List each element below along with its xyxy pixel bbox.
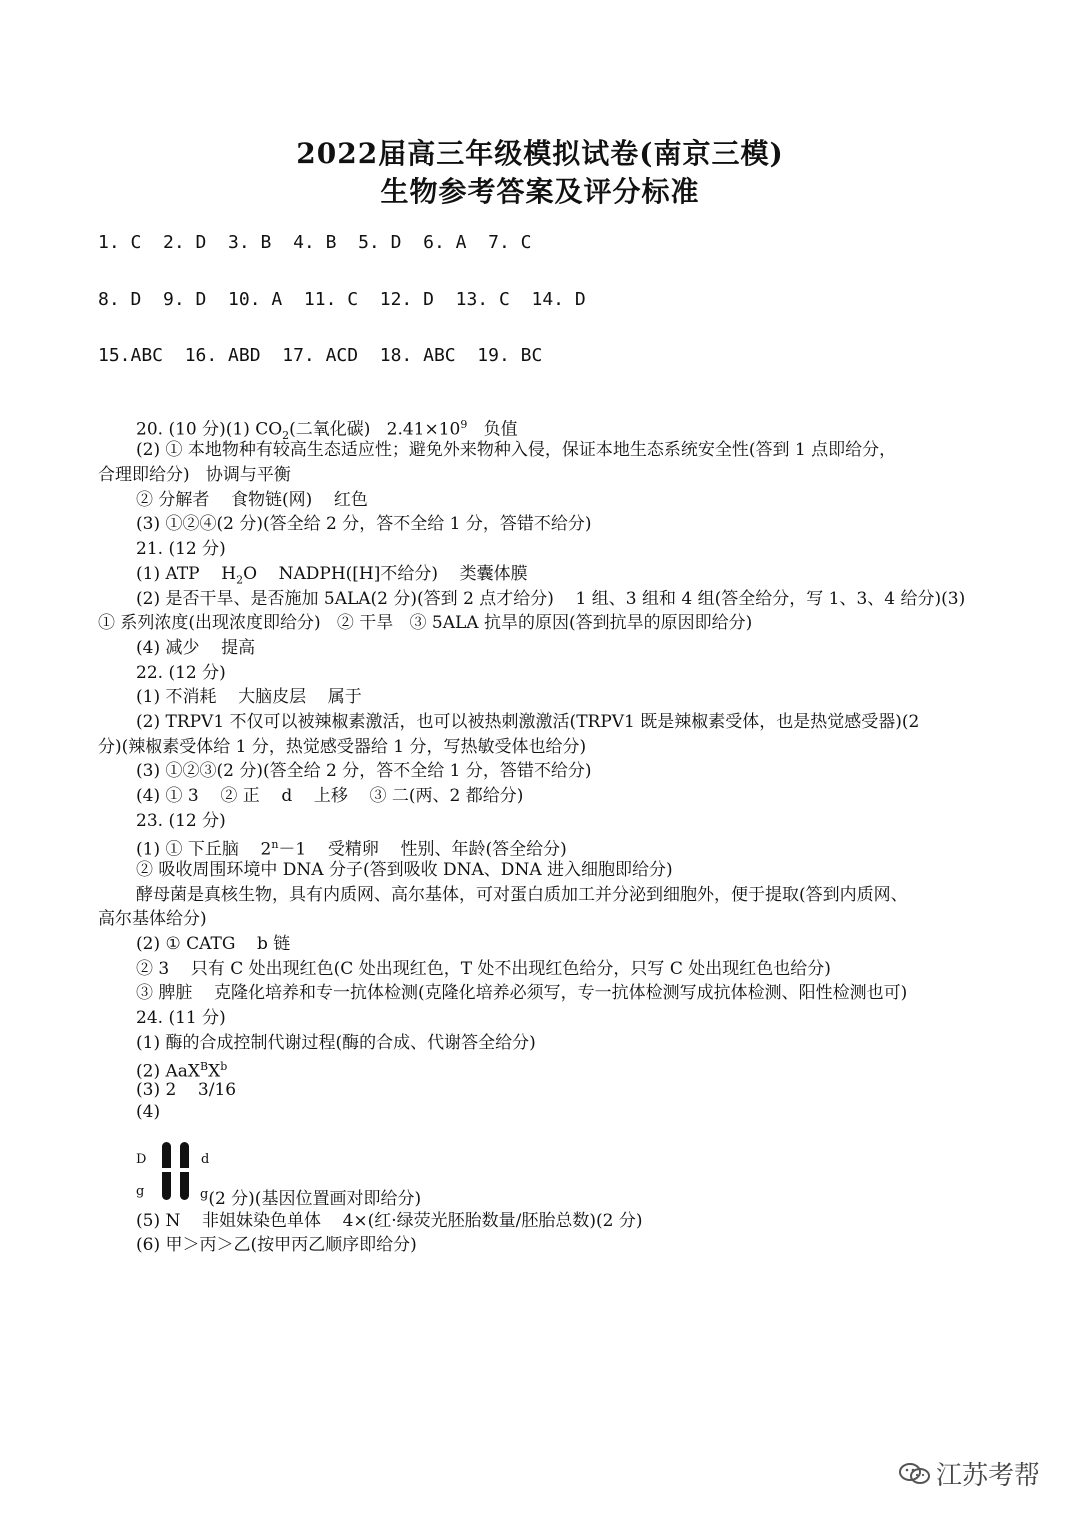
q24-line-4: (4) [136, 1102, 161, 1122]
q23-line-4: 高尔基体给分) [98, 909, 207, 929]
gene-label-d: d [201, 1152, 210, 1167]
watermark-text: 江苏考帮 [936, 1461, 1041, 1491]
watermark [898, 1455, 1040, 1492]
q22-line-4: (3) ①②③(2 分)(答全给 2 分，答不全给 1 分，答错不给分) [136, 761, 592, 781]
q20-line-2: (2) ① 本地物种有较高生态适应性；避免外来物种入侵，保证本地生态系统安全性(答到 1 点即给分， [136, 440, 897, 460]
q23-line-3: 酵母菌是真核生物，具有内质网、高尔基体，可对蛋白质加工并分泌到细胞外，便于提取(答到内质网、 [136, 885, 908, 905]
chromosome-left [162, 1142, 171, 1200]
gene-label-D: D [136, 1152, 147, 1167]
homologous-chromosomes-diagram [158, 1142, 194, 1202]
q24-line-6: (6) 甲＞丙＞乙(按甲丙乙顺序即给分) [136, 1235, 417, 1255]
mc-answers-row-1: 1. C 2. D 3. B 4. B 5. D 6. A 7. C [98, 232, 532, 253]
gene-label-g-left: g [136, 1184, 145, 1199]
q21-line-2: (2) 是否干旱、是否施加 5ALA(2 分)(答到 2 点才给分) 1 组、3 组和 4 组(答全给分，写 1、3、4 给分)(3) [136, 589, 966, 609]
q20-line-4: ② 分解者 食物链(网) 红色 [136, 490, 368, 510]
q24-line-5: (5) N 非姐妹染色单体 4×(红·绿荧光胚胎数量/胚胎总数)(2 分) [136, 1211, 643, 1231]
q23-line-6: ② 3 只有 C 处出现红色(C 处出现红色，T 处不出现红色给分，只写 C 处出现红色也给分) [136, 959, 831, 979]
page-subtitle: 生物参考答案及评分标准 [380, 175, 700, 208]
page-title: 2022届高三年级模拟试卷(南京三模) [296, 137, 784, 170]
q23-line-1: (1) ① 下丘脑 $2^n-1$ 受精卵 性别、年龄(答全给分) [136, 838, 567, 860]
q21-line-1: (1) ATP $H_2O$ NADPH([H]不给分) 类囊体膜 [136, 564, 528, 587]
q24-heading: 24. (11 分) [136, 1008, 226, 1028]
chromosome-right [180, 1142, 189, 1200]
q23-heading: 23. (12 分) [136, 811, 226, 831]
q21-heading: 21. (12 分) [136, 539, 226, 559]
q24-line-2: (2) $AaX^BX^b$ [136, 1060, 228, 1082]
q22-line-2: (2) TRPV1 不仅可以被辣椒素激活，也可以被热刺激激活(TRPV1 既是辣椒素受体，也是热觉感受器)(2 [136, 712, 920, 732]
q23-line-5: (2) ① CATG b 链 [136, 934, 291, 954]
q22-line-3: 分)(辣椒素受体给 1 分，热觉感受器给 1 分，写热敏受体也给分) [98, 737, 587, 757]
q20-line-1: 20. (10 分)(1) $CO_2$(二氧化碳) $2.41\times 10^9$ 负值 [136, 418, 518, 443]
q21-line-4: (4) 减少 提高 [136, 638, 256, 658]
q24-line-4-note: $^g$(2 分)(基因位置画对即给分) [200, 1187, 422, 1209]
q22-line-5: (4) ① 3 ② 正 d 上移 ③ 二(两、2 都给分) [136, 786, 524, 806]
q23-line-7: ③ 脾脏 克隆化培养和专一抗体检测(克隆化培养必须写，专一抗体检测写成抗体检测、阳性检测也可) [136, 983, 908, 1003]
q21-line-3: ① 系列浓度(出现浓度即给分) ② 干旱 ③ 5ALA 抗旱的原因(答到抗旱的原因即给分) [98, 613, 753, 633]
q20-line-3: 合理即给分) 协调与平衡 [98, 465, 291, 485]
q23-line-2: ② 吸收周围环境中 DNA 分子(答到吸收 DNA、DNA 进入细胞即给分) [136, 860, 673, 880]
q24-line-1: (1) 酶的合成控制代谢过程(酶的合成、代谢答全给分) [136, 1033, 536, 1053]
q22-line-1: (1) 不消耗 大脑皮层 属于 [136, 687, 362, 707]
wechat-icon [898, 1461, 932, 1487]
q22-heading: 22. (12 分) [136, 663, 226, 683]
q24-line-3: (3) 2 3/16 [136, 1080, 237, 1100]
mc-answers-row-3: 15.ABC 16. ABD 17. ACD 18. ABC 19. BC [98, 345, 543, 366]
q20-line-5: (3) ①②④(2 分)(答全给 2 分，答不全给 1 分，答错不给分) [136, 514, 592, 534]
mc-answers-row-2: 8. D 9. D 10. A 11. C 12. D 13. C 14. D [98, 289, 586, 310]
